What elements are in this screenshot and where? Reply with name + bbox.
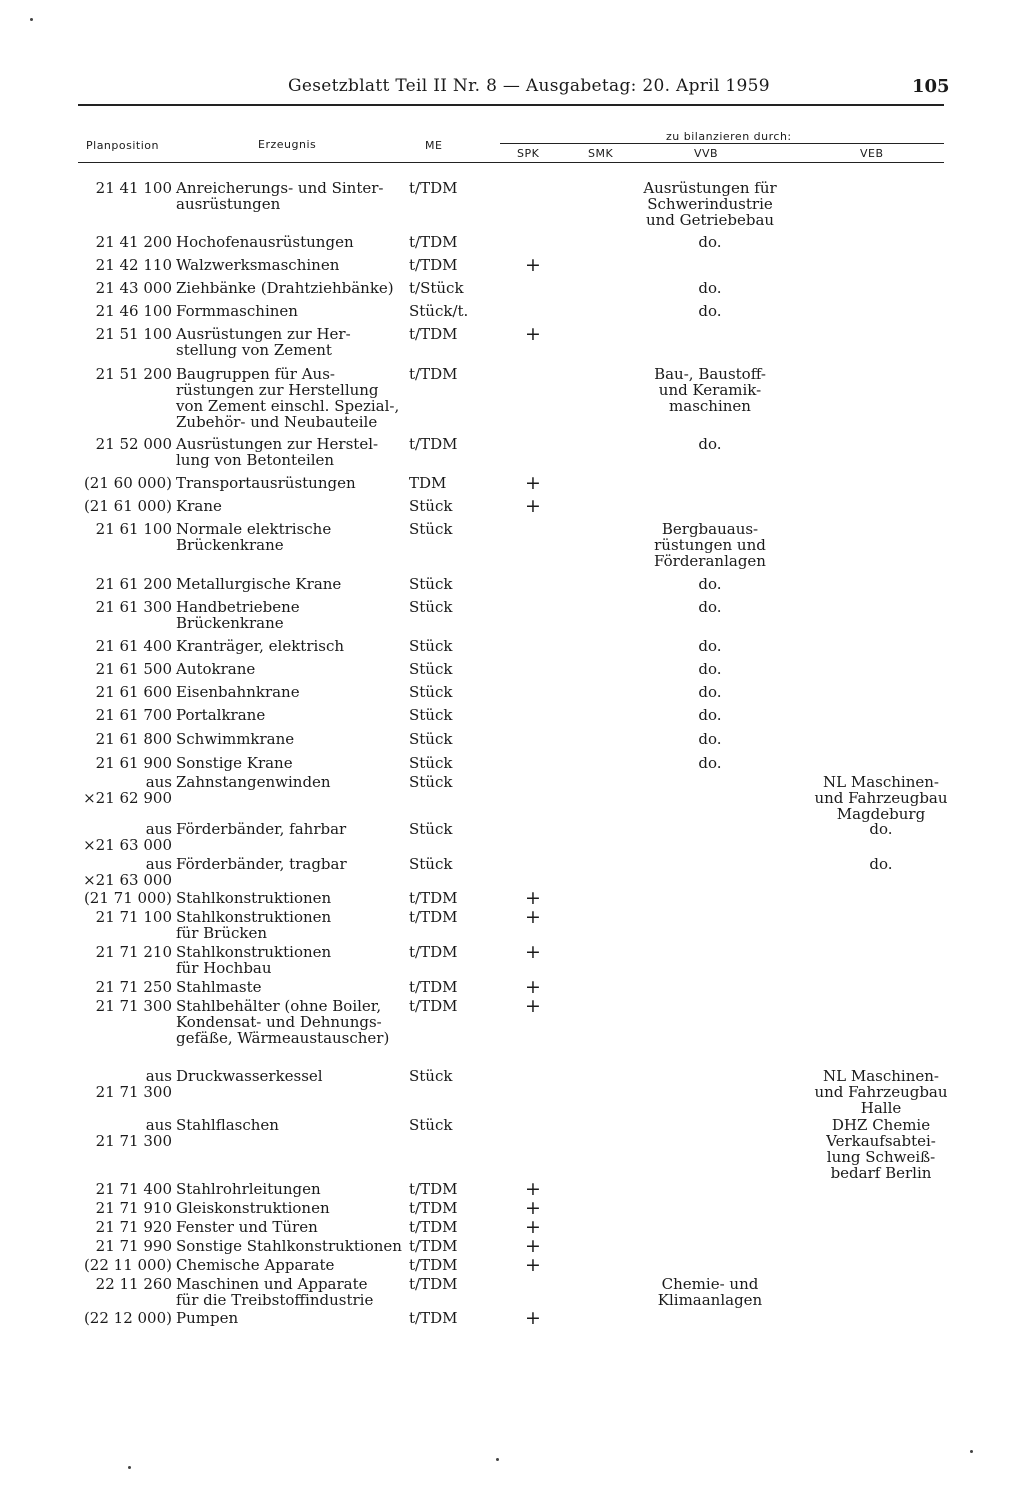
mengeneinheit: t/TDM — [409, 256, 458, 274]
vvb-entry: Bergbauaus- rüstungen und Förderanlagen — [654, 520, 766, 570]
mengeneinheit: Stück — [409, 660, 453, 678]
print-speck — [496, 1458, 499, 1461]
col-head-spk: SPK — [517, 147, 540, 160]
mengeneinheit: Stück/t. — [409, 302, 469, 320]
spk-mark: + — [525, 1216, 541, 1238]
print-speck — [128, 1466, 131, 1469]
mengeneinheit: t/TDM — [409, 889, 458, 907]
planposition: 21 61 400 — [95, 637, 172, 655]
vvb-entry: Chemie- und Klimaanlagen — [657, 1275, 763, 1309]
erzeugnis: Stahlbehälter (ohne Boiler, Kondensat- und Dehnungs- gefäße, Wärmeaustauscher) — [176, 997, 390, 1047]
erzeugnis: Sonstige Stahlkonstruktionen — [176, 1237, 402, 1255]
mengeneinheit: Stück — [409, 497, 453, 515]
planposition: aus 21 71 300 — [95, 1116, 172, 1150]
planposition: 21 41 100 — [95, 179, 172, 197]
planposition: 21 71 920 — [95, 1218, 172, 1236]
mengeneinheit: t/TDM — [409, 1237, 458, 1255]
erzeugnis: Stahlflaschen — [176, 1116, 279, 1134]
mengeneinheit: t/TDM — [409, 365, 458, 383]
planposition: 21 71 210 — [95, 943, 172, 961]
planposition: 21 46 100 — [95, 302, 172, 320]
spk-mark: + — [525, 1307, 541, 1329]
erzeugnis: Förderbänder, fahrbar — [176, 820, 347, 838]
mengeneinheit: Stück — [409, 1067, 453, 1085]
veb-entry: DHZ Chemie Verkaufsabtei- lung Schweiß- bedarf Berlin — [826, 1116, 936, 1182]
planposition: 21 71 250 — [95, 978, 172, 996]
erzeugnis: Autokrane — [176, 660, 256, 678]
planposition: 21 71 100 — [95, 908, 172, 926]
mengeneinheit: t/TDM — [409, 1256, 458, 1274]
mengeneinheit: Stück — [409, 575, 453, 593]
erzeugnis: Druckwasserkessel — [176, 1067, 323, 1085]
col-head-erzeugnis: Erzeugnis — [258, 138, 317, 151]
spk-mark: + — [525, 254, 541, 276]
mengeneinheit: Stück — [409, 706, 453, 724]
vvb-entry: do. — [698, 730, 722, 748]
mengeneinheit: t/Stück — [409, 279, 464, 297]
col-head-vvb: VVB — [694, 147, 719, 160]
col-head-group: zu bilanzieren durch: — [666, 130, 792, 143]
mengeneinheit: Stück — [409, 754, 453, 772]
mengeneinheit: Stück — [409, 730, 453, 748]
erzeugnis: Formmaschinen — [176, 302, 298, 320]
planposition: aus ×21 63 000 — [83, 820, 172, 854]
vvb-entry: do. — [698, 435, 722, 453]
mengeneinheit: Stück — [409, 855, 453, 873]
planposition: 21 61 100 — [95, 520, 172, 538]
mengeneinheit: t/TDM — [409, 1218, 458, 1236]
mengeneinheit: t/TDM — [409, 943, 458, 961]
col-head-planposition: Planposition — [86, 139, 159, 152]
planposition: 21 61 600 — [95, 683, 172, 701]
veb-entry: NL Maschinen- und Fahrzeugbau Halle — [814, 1067, 948, 1117]
vvb-entry: Ausrüstungen für Schwerindustrie und Getriebebau — [643, 179, 777, 229]
spk-mark: + — [525, 472, 541, 494]
print-speck — [970, 1450, 973, 1453]
veb-entry: do. — [869, 855, 893, 873]
erzeugnis: Ziehbänke (Drahtziehbänke) — [176, 279, 394, 297]
spk-mark: + — [525, 1197, 541, 1219]
col-head-me: ME — [425, 139, 443, 152]
planposition: 21 51 200 — [95, 365, 172, 383]
erzeugnis: Maschinen und Apparate für die Treibstoffindustrie — [176, 1275, 374, 1309]
planposition: 21 41 200 — [95, 233, 172, 251]
erzeugnis: Kranträger, elektrisch — [176, 637, 345, 655]
erzeugnis: Förderbänder, tragbar — [176, 855, 347, 873]
erzeugnis: Pumpen — [176, 1309, 239, 1327]
mengeneinheit: t/TDM — [409, 1199, 458, 1217]
planposition: (22 12 000) — [83, 1309, 172, 1327]
spk-mark: + — [525, 1178, 541, 1200]
erzeugnis: Gleiskonstruktionen — [176, 1199, 330, 1217]
planposition: 21 61 500 — [95, 660, 172, 678]
vvb-entry: do. — [698, 706, 722, 724]
vvb-entry: do. — [698, 637, 722, 655]
planposition: aus ×21 63 000 — [83, 855, 172, 889]
mengeneinheit: t/TDM — [409, 233, 458, 251]
planposition: (21 60 000) — [83, 474, 172, 492]
spk-mark: + — [525, 1254, 541, 1276]
vvb-entry: do. — [698, 575, 722, 593]
mengeneinheit: TDM — [409, 474, 447, 492]
planposition: 21 61 900 — [95, 754, 172, 772]
planposition: 21 51 100 — [95, 325, 172, 343]
erzeugnis: Schwimmkrane — [176, 730, 295, 748]
erzeugnis: Sonstige Krane — [176, 754, 293, 772]
erzeugnis: Chemische Apparate — [176, 1256, 335, 1274]
planposition: aus ×21 62 900 — [83, 773, 172, 807]
mengeneinheit: Stück — [409, 598, 453, 616]
mengeneinheit: Stück — [409, 637, 453, 655]
planposition: 21 43 000 — [95, 279, 172, 297]
mengeneinheit: t/TDM — [409, 997, 458, 1015]
erzeugnis: Hochofenausrüstungen — [176, 233, 354, 251]
planposition: 21 71 990 — [95, 1237, 172, 1255]
page-header-title: Gesetzblatt Teil II Nr. 8 — Ausgabetag: 20. April 1959 — [288, 76, 770, 96]
mengeneinheit: t/TDM — [409, 325, 458, 343]
mengeneinheit: t/TDM — [409, 908, 458, 926]
vvb-entry: do. — [698, 683, 722, 701]
print-speck — [30, 18, 33, 21]
mengeneinheit: Stück — [409, 1116, 453, 1134]
planposition: 22 11 260 — [95, 1275, 172, 1293]
page-number: 105 — [912, 76, 950, 97]
erzeugnis: Stahlkonstruktionen — [176, 889, 332, 907]
spk-mark: + — [525, 941, 541, 963]
mengeneinheit: Stück — [409, 773, 453, 791]
mengeneinheit: t/TDM — [409, 978, 458, 996]
mengeneinheit: Stück — [409, 820, 453, 838]
erzeugnis: Eisenbahnkrane — [176, 683, 300, 701]
planposition: 21 71 400 — [95, 1180, 172, 1198]
vvb-entry: do. — [698, 302, 722, 320]
mengeneinheit: t/TDM — [409, 1275, 458, 1293]
erzeugnis: Ausrüstungen zur Herstel- lung von Betonteilen — [176, 435, 379, 469]
spk-mark: + — [525, 1235, 541, 1257]
col-head-veb: VEB — [860, 147, 884, 160]
erzeugnis: Stahlkonstruktionen für Hochbau — [176, 943, 332, 977]
planposition: 21 61 700 — [95, 706, 172, 724]
erzeugnis: Stahlkonstruktionen für Brücken — [176, 908, 332, 942]
vvb-entry: do. — [698, 233, 722, 251]
vvb-entry: do. — [698, 754, 722, 772]
mengeneinheit: t/TDM — [409, 435, 458, 453]
mengeneinheit: t/TDM — [409, 1180, 458, 1198]
erzeugnis: Stahlrohrleitungen — [176, 1180, 321, 1198]
erzeugnis: Handbetriebene Brückenkrane — [176, 598, 300, 632]
planposition: 21 42 110 — [95, 256, 172, 274]
veb-entry: do. — [869, 820, 893, 838]
planposition: 21 71 300 — [95, 997, 172, 1015]
planposition: 21 61 300 — [95, 598, 172, 616]
spk-mark: + — [525, 495, 541, 517]
spk-mark: + — [525, 887, 541, 909]
spk-mark: + — [525, 995, 541, 1017]
planposition: (22 11 000) — [83, 1256, 172, 1274]
erzeugnis: Stahlmaste — [176, 978, 262, 996]
veb-entry: NL Maschinen- und Fahrzeugbau Magdeburg — [814, 773, 948, 823]
planposition: 21 52 000 — [95, 435, 172, 453]
planposition: 21 61 800 — [95, 730, 172, 748]
erzeugnis: Fenster und Türen — [176, 1218, 318, 1236]
planposition: aus 21 71 300 — [95, 1067, 172, 1101]
mengeneinheit: t/TDM — [409, 1309, 458, 1327]
erzeugnis: Walzwerksmaschinen — [176, 256, 340, 274]
vvb-entry: Bau-, Baustoff- und Keramik- maschinen — [654, 365, 766, 415]
erzeugnis: Baugruppen für Aus- rüstungen zur Herstellung von Zement einschl. Spezial-, Zubehör- und Neubauteile — [176, 365, 400, 431]
vvb-entry: do. — [698, 660, 722, 678]
erzeugnis: Metallurgische Krane — [176, 575, 342, 593]
vvb-entry: do. — [698, 279, 722, 297]
spk-mark: + — [525, 323, 541, 345]
planposition: 21 71 910 — [95, 1199, 172, 1217]
mengeneinheit: t/TDM — [409, 179, 458, 197]
planposition: 21 61 200 — [95, 575, 172, 593]
erzeugnis: Normale elektrische Brückenkrane — [176, 520, 332, 554]
erzeugnis: Ausrüstungen zur Her- stellung von Zement — [176, 325, 351, 359]
planposition: (21 61 000) — [83, 497, 172, 515]
erzeugnis: Zahnstangenwinden — [176, 773, 331, 791]
mengeneinheit: Stück — [409, 683, 453, 701]
erzeugnis: Anreicherungs- und Sinter- ausrüstungen — [176, 179, 384, 213]
erzeugnis: Portalkrane — [176, 706, 266, 724]
col-head-smk: SMK — [588, 147, 614, 160]
mengeneinheit: Stück — [409, 520, 453, 538]
planposition: (21 71 000) — [83, 889, 172, 907]
spk-mark: + — [525, 976, 541, 998]
vvb-entry: do. — [698, 598, 722, 616]
erzeugnis: Krane — [176, 497, 222, 515]
erzeugnis: Transportausrüstungen — [176, 474, 356, 492]
spk-mark: + — [525, 906, 541, 928]
